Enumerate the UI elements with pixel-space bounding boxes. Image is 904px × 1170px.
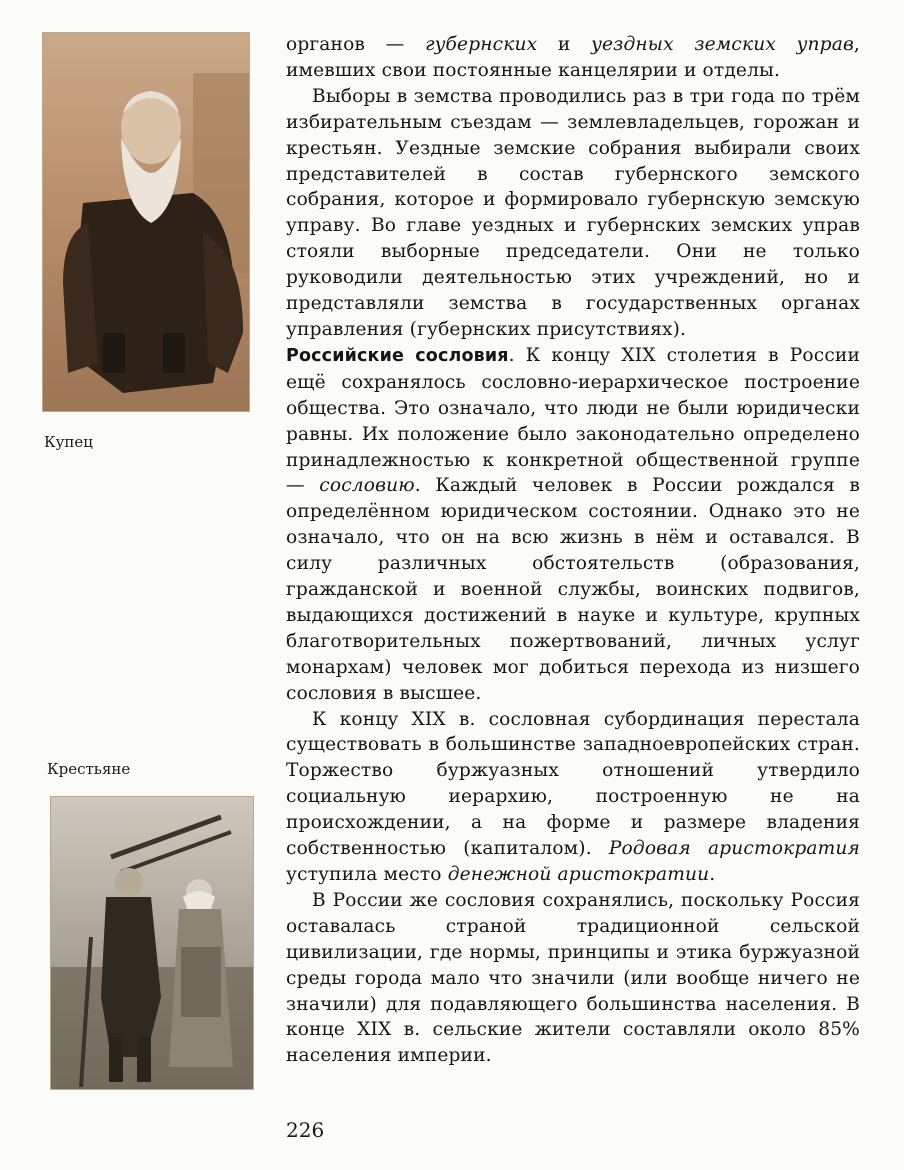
- section-heading: Российские сословия: [286, 345, 509, 366]
- paragraph-3-text-a: . К концу XIX столетия в России ещё сохранялось сословно-иерархическое построение общества. Это означало, что люди не были юридически равны. Их положение было законодательно определено принадлежностью к конкретной общественной группе —: [286, 344, 860, 497]
- merchant-portrait-image: [43, 33, 249, 411]
- term-uezdnyh-zemskih-uprav: уездных земских управ: [591, 34, 854, 55]
- paragraph-4: [286, 707, 860, 888]
- term-sosloviyu: сословию: [319, 475, 415, 497]
- main-text: [286, 32, 860, 1069]
- peasants-photo: [50, 796, 254, 1090]
- paragraph-1-text-a: органов —: [286, 34, 426, 55]
- term-gubernskih: губернских: [425, 34, 538, 55]
- page-number: 226: [286, 1118, 325, 1142]
- paragraph-4-text-b: уступила место: [286, 864, 448, 885]
- paragraph-1-text-b: и: [537, 34, 592, 55]
- paragraph-4-text-c: .: [709, 864, 716, 885]
- paragraph-3: [286, 343, 860, 707]
- paragraph-2: Выборы в земства проводились раз в три года по трём избирательным съездам — землевладельцев, горожан и крестьян. Уездные земские собрания выбирали своих представителей в состав губернского земского собрания, которое и формировало губернскую земскую управу. Во главе уездных и губернских земских управ стояли выборные председатели. Они не только руководили деятельностью этих учреждений, но и представляли земства в государственных органах управления (губернских присутствиях).: [286, 85, 860, 340]
- paragraph-4-text-a: К концу XIX в. сословная субординация перестала существовать в большинстве западноевропейских стран. Торжество буржуазных отношений утвердило социальную иерархию, построенную не на происхождении, а на форме и размере владения собственностью (капиталом).: [286, 708, 860, 860]
- paragraph-1-text-c: , имевших свои постоянные канцелярии и отделы.: [286, 34, 860, 81]
- merchant-caption: Купец: [44, 433, 93, 451]
- paragraph-5: В России же сословия сохранялись, поскольку Россия оставалась страной традиционной сельской цивилизации, где нормы, принципы и этика буржуазной среды города мало что значили (или вообще ничего не значили) для подавляющего большинства населения. В конце XIX в. сельские жители составляли около 85% населения империи.: [286, 889, 860, 1067]
- term-rodovaya-aristokratiya: Родовая аристократия: [608, 838, 860, 860]
- paragraph-1: [286, 32, 860, 84]
- merchant-photo: [42, 32, 250, 412]
- term-denezhnoy-aristokratii: денежной аристократии: [447, 864, 710, 885]
- paragraph-3-text-b: . Каждый человек в России рождался в определённом юридическом состоянии. Однако это не означало, что он на всю жизнь в нём и оставался. В силу различных обстоятельств (образования, гражданской и военной службы, воинских подвигов, выдающихся достижений в науке и культуре, крупных благотворительных пожертвований, личных услуг монархам) человек мог добиться перехода из низшего сословия в высшее.: [286, 475, 860, 704]
- peasants-image: [51, 797, 253, 1089]
- peasants-caption: Крестьяне: [47, 760, 131, 778]
